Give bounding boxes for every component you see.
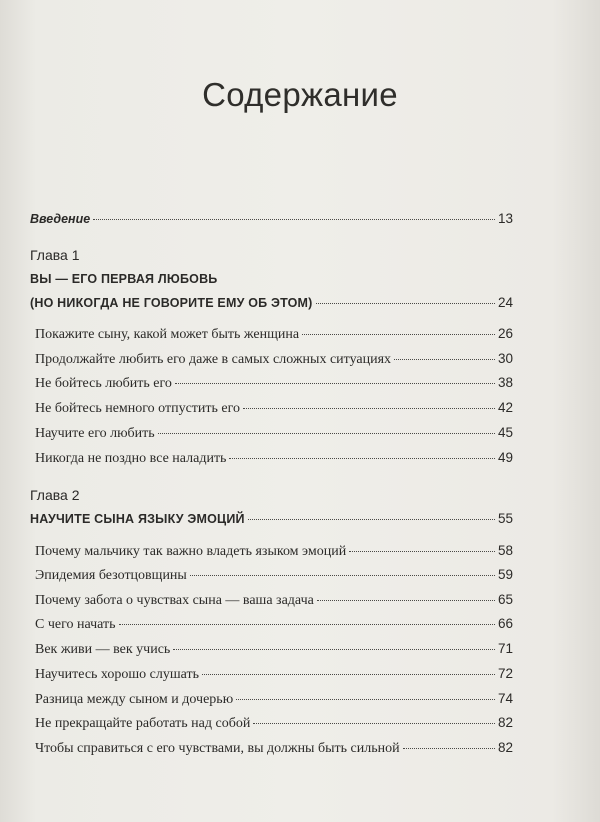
show-through-text	[300, 30, 303, 42]
toc-entry[interactable]	[35, 399, 513, 418]
toc-entry-page: 59	[497, 567, 513, 582]
toc-entry-chapter-1[interactable]	[30, 294, 513, 312]
toc-entry-label: НАУЧИТЕ СЫНА ЯЗЫКУ ЭМОЦИЙ	[30, 512, 245, 526]
toc-entry-label: Введение	[30, 212, 91, 226]
toc-entry-label: Чтобы справиться с его чувствами, вы должны быть сильной	[35, 741, 400, 756]
dot-leader	[93, 219, 495, 220]
dot-leader	[229, 458, 495, 459]
chapter-label: Глава 1	[30, 247, 80, 263]
toc-entry[interactable]	[35, 374, 513, 393]
toc-entry-page: 74	[497, 691, 513, 706]
toc-entry-label: Покажите сыну, какой может быть женщина	[35, 327, 300, 342]
dot-leader	[173, 649, 495, 650]
dot-leader	[202, 674, 495, 675]
toc-entry-page: 71	[497, 641, 513, 656]
toc-entry-label: С чего начать	[35, 617, 116, 632]
toc-entry[interactable]	[35, 424, 513, 443]
toc-entry-label: Разница между сыном и дочерью	[35, 692, 234, 707]
toc-entry[interactable]	[35, 449, 513, 468]
toc-entry[interactable]	[35, 714, 513, 733]
dot-leader	[394, 359, 495, 360]
toc-entry[interactable]	[35, 325, 513, 344]
toc-entry-page: 49	[497, 450, 513, 465]
toc-entry-label: Научите его любить	[35, 426, 155, 441]
toc-entry-page: 82	[497, 715, 513, 730]
toc-entry-page: 72	[497, 666, 513, 681]
toc-entry-page: 42	[497, 400, 513, 415]
toc-entry-page: 38	[497, 375, 513, 390]
toc-entry-page: 24	[497, 295, 513, 310]
toc-entry-label: Продолжайте любить его даже в самых сложных ситуациях	[35, 352, 392, 367]
dot-leader	[302, 334, 495, 335]
toc-entry-label: Никогда не поздно все наладить	[35, 451, 227, 466]
dot-leader	[190, 575, 495, 576]
toc-entry[interactable]	[35, 665, 513, 684]
toc-entry[interactable]	[35, 640, 513, 659]
toc-entry-label: Почему забота о чувствах сына — ваша задача	[35, 593, 314, 608]
toc-entry-label: Не прекращайте работать над собой	[35, 716, 251, 731]
toc-entry[interactable]	[35, 739, 513, 758]
toc-entry[interactable]	[35, 542, 513, 561]
toc-entry-introduction[interactable]	[30, 210, 513, 228]
dot-leader	[349, 551, 495, 552]
dot-leader	[248, 519, 495, 520]
toc-entry-label: Почему мальчику так важно владеть языком эмоций	[35, 544, 347, 559]
toc-entry-page: 45	[497, 425, 513, 440]
toc-entry[interactable]	[35, 690, 513, 709]
toc-entry[interactable]	[35, 566, 513, 585]
dot-leader	[158, 433, 495, 434]
chapter-label: Глава 2	[30, 487, 80, 503]
toc-entry-page: 65	[497, 592, 513, 607]
toc-entry-page: 82	[497, 740, 513, 755]
dot-leader	[119, 624, 495, 625]
toc-entry[interactable]	[35, 591, 513, 610]
dot-leader	[403, 748, 495, 749]
toc-entry-page: 58	[497, 543, 513, 558]
toc-entry-page: 26	[497, 326, 513, 341]
toc-entry-page: 13	[497, 211, 513, 226]
dot-leader	[317, 600, 495, 601]
toc-entry-label: Эпидемия безотцовщины	[35, 568, 187, 583]
dot-leader	[236, 699, 495, 700]
toc-entry-label: (НО НИКОГДА НЕ ГОВОРИТЕ ЕМУ ОБ ЭТОМ)	[30, 296, 313, 310]
toc-entry-label: Не бойтесь немного отпустить его	[35, 401, 241, 416]
toc-entry-page: 55	[497, 511, 513, 526]
toc-entry-page: 30	[497, 351, 513, 366]
toc-entry-chapter-2[interactable]	[30, 510, 513, 528]
dot-leader	[175, 383, 495, 384]
toc-entry-page: 66	[497, 616, 513, 631]
dot-leader	[253, 723, 495, 724]
page-title: Содержание	[202, 76, 398, 114]
toc-entry-label: Не бойтесь любить его	[35, 376, 172, 391]
toc-entry-label: Век живи — век учись	[35, 642, 171, 657]
chapter-title[interactable]: ВЫ — ЕГО ПЕРВАЯ ЛЮБОВЬ	[30, 272, 218, 286]
toc-entry-label: Научитесь хорошо слушать	[35, 667, 200, 682]
toc-entry[interactable]	[35, 350, 513, 369]
dot-leader	[243, 408, 495, 409]
dot-leader	[316, 303, 495, 304]
toc-entry[interactable]	[35, 615, 513, 634]
